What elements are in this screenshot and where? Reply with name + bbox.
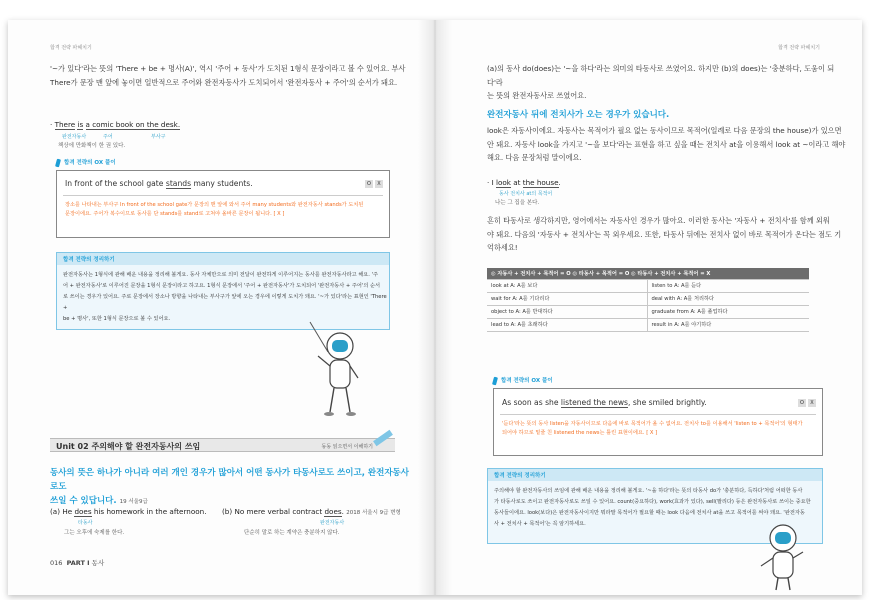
label-subject: 주어 (103, 134, 113, 140)
astronaut-icon (308, 316, 368, 426)
left-intro: '~가 있다'라는 뜻의 'There + be + 명사(A)', 역시 '주어 + 동사'가 도치된 1형식 문장이라고 볼 수 있어요. 부사 There가 문장 맨 앞에 놓이면 일반적으로 주어와 완전자동사가 도치되어서 '완전자동사 + 주어'의 순서가 돼요. (50, 64, 406, 87)
example-a-label: 타동사 (78, 520, 93, 526)
table-row: object to A: A를 반대하다 graduate from A: A를 졸업하다 (487, 305, 809, 318)
label-complete-intransitive: 완전자동사 (62, 134, 87, 140)
left-ox-box (56, 170, 390, 238)
label-adverb-phrase: 부사구 (151, 134, 166, 140)
ox-divider (63, 195, 383, 196)
pin-icon (55, 158, 61, 167)
left-ox-sentence: In front of the school gate stands many students. (65, 179, 253, 188)
right-example-translation: 나는 그 집을 본다. (495, 200, 540, 206)
right-ox-box (493, 388, 823, 456)
right-summary-title: 합격 전략의 정리하기 (494, 473, 546, 479)
right-heading: 완전자동사 뒤에 전치사가 오는 경우가 있습니다. (487, 110, 670, 120)
left-ox-marks[interactable] (363, 180, 383, 188)
example-b: (b) No mere verbal contract does. 2018 서울시 9급 변형 (222, 507, 401, 516)
left-footer: 016 PART I 동사 (50, 559, 105, 567)
right-body2: 흔히 타동사로 생각하지만, 영어에서는 자동사인 경우가 많아요. 이러한 동사는 '자동사 + 전치사'를 함께 외워 야 돼요. 다음의 '자동사 + 전치사'는 꼭 외우세요. 또한, 타동사 뒤에는 전치사 없이 바로 목적어가 온다는 점도 기 억하세요! (487, 216, 842, 252)
right-page (435, 20, 862, 595)
unit-note: 동동 읽으면서 이해하기 (321, 444, 373, 450)
book-spread (8, 20, 862, 595)
right-example-sentence: · I look at the house. (487, 178, 561, 187)
left-summary-body: 완전자동사는 1형식에 관해 배운 내용을 정리해 볼게요. 동사 자체만으로 의미 전달이 완전하게 이루어지는 동사를 완전자동사라고 해요. '주 어 + 완전자동사'로 이루어진 문장을 1형식 문장이라고 하고요. 1형식 문장에서 '주어 + 완전자동사'가 도치되어 '완전자동사 + 주어'의 순서 로 쓰이는 경우가 있어요. 주로 문장에서 장소나 방향을 나타내는 부사구가 앞에 오는 경우에 이렇게 도치가 돼요. '~가 있다'라는 표현인 'There + be + 명사', 또한 1형식 문장으로 볼 수 있어요. (63, 272, 387, 322)
unit-heading: 동사의 뜻은 하나가 아니라 여러 개인 경우가 많아서 어떤 동사가 타동사로도 쓰이고, 완전자동사로도 쓰일 수 있답니다. 19 서울9급 (50, 468, 409, 506)
ox-mark-o[interactable]: O (798, 399, 806, 407)
page-number: 016 (50, 559, 63, 567)
pin-icon (492, 376, 498, 385)
left-running-head: 합격 전략 파헤치기 (50, 45, 92, 51)
ox-mark-o[interactable]: O (365, 180, 373, 188)
right-intro: (a)의 동사 do(does)는 '~을 하다'라는 의미의 타동사로 쓰였어요. 하지만 (b)의 does)는 '충분하다, 도움이 되다'라 는 뜻의 완전자동사로 쓰였어요. (487, 64, 835, 100)
example-a: (a) He does his homework in the afternoon. (50, 507, 207, 516)
right-ox-marks[interactable] (796, 399, 816, 407)
table-header-row (487, 268, 809, 279)
right-example-labels: 동사 전치사 at의 목적어 (499, 191, 553, 197)
left-ox-title: 합격 전략의 OX 풀이 (56, 158, 116, 167)
pencil-icon (373, 430, 393, 446)
ox-mark-x[interactable]: X (375, 180, 383, 188)
left-page (8, 20, 435, 595)
ox-divider (500, 414, 816, 415)
verb-preposition-table (487, 268, 809, 332)
table-row: lead to A: A를 초래하다 result in A: A를 야기하다 (487, 318, 809, 331)
ox-mark-x[interactable]: X (808, 399, 816, 407)
left-ox-answer: 장소를 나타내는 부사구 In front of the school gate가 문장의 맨 앞에 와서 주어 many students와 완전자동사 stands가 도치된 문장이에요. 주어가 복수이므로 동사를 단 stands를 stand로 고쳐야 올바른 문장이 됩니다. [ X ] (65, 202, 364, 217)
table-header: ◎ 자동사 + 전치사 + 목적어 = O ◎ 타동사 + 목적어 = O ◎ 타동사 + 전치사 + 목적어 = X (487, 268, 809, 279)
right-ox-answer: '듣다'라는 뜻의 동사 listen을 자동사이므로 다음에 바로 목적어가 올 수 없어요. 전치사 to를 이용해서 'listen to + 목적어'의 형태가 되어야 하므로 밑줄 친 listened the news는 틀린 표현이에요. [ X ] (502, 421, 803, 436)
table-row: look at A: A를 보다 listen to A: A를 듣다 (487, 279, 809, 292)
unit-bar (50, 438, 395, 452)
left-summary-title: 합격 전략의 정리하기 (63, 257, 115, 263)
right-ox-sentence: As soon as she listened the news, she smiled brightly. (502, 398, 707, 407)
unit-title: Unit 02 주의해야 할 완전자동사의 쓰임 (56, 442, 201, 451)
example-b-translation: 단순히 말로 하는 계약은 충분하지 않다. (244, 530, 340, 536)
right-summary-body: 주의해야 할 완전자동사의 쓰임에 관해 배운 내용을 정리해 볼게요. '~을 하다'라는 뜻의 타동사 do가 '충분하다, 득하다'처럼 어떠한 동사 가 타동사로도 쓰이고 완전자동사로도 쓰일 수 있어요. count(중요하다), work(효과가 있다), sell(팔리다) 등은 완전자동사로 쓰이는 중요한 동사들이에요. look(보다)은 완전자동사이지만 뭐라말 목적어가 필요할 때는 look 다음에 전치사 at을 쓰고 목적어를 써야 돼요. '완전자동 사 + 전치사 + 목적어'는 꼭 암기하세요. (494, 488, 811, 527)
right-running-head: 합격 전략 파헤치기 (778, 45, 820, 51)
right-ox-title: 합격 전략의 OX 풀이 (493, 376, 553, 385)
example-a-translation: 그는 오후에 숙제를 한다. (64, 530, 125, 536)
right-body: look은 자동사이에요. 자동사는 목적어가 필요 없는 동사이므로 목적어(일례로 다음 문장의 the house)가 있으면 안 돼요. 자동사 look을 가지고 '~을 보다'라는 표현을 하고 싶을 때는 전치사 at을 이용해서 look at ~이라고 해야 해요. 다음 문장처럼 말이에요. (487, 126, 846, 162)
left-example-translation: 책상에 만화책이 한 권 있다. (58, 143, 126, 149)
left-example-sentence: · There is a comic book on the desk. (50, 120, 181, 129)
astronaut-icon (753, 516, 809, 592)
example-b-label: 완전자동사 (320, 520, 345, 526)
table-row: wait for A: A를 기다리다 deal with A: A를 처리하다 (487, 292, 809, 305)
